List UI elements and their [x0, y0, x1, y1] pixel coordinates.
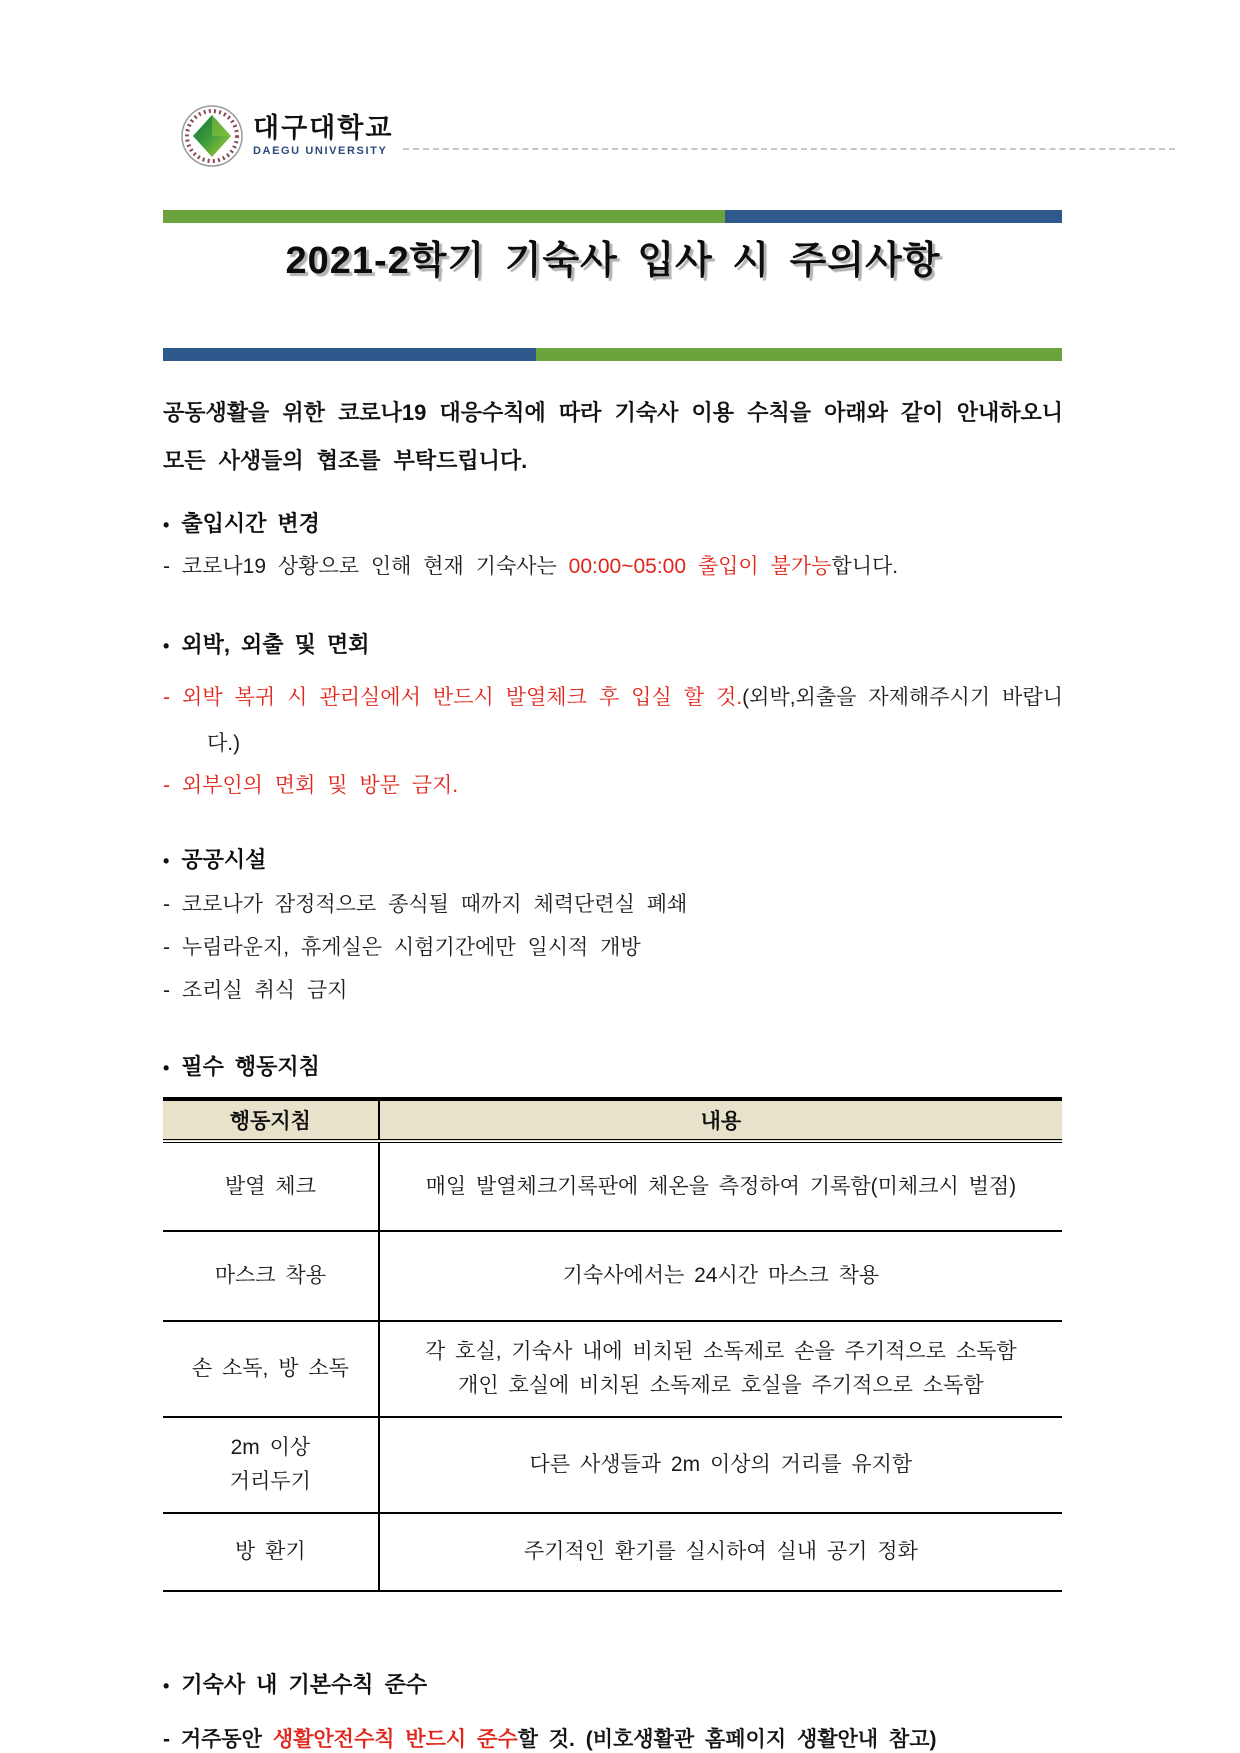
- guideline-cell: 손 소독, 방 소독: [163, 1321, 379, 1417]
- basic-rules-item: [163, 1723, 1063, 1753]
- guidelines-table: [163, 1097, 1062, 1592]
- university-seal-icon: [180, 104, 244, 168]
- accent-bar-bottom-green: [536, 348, 1062, 361]
- facility-rule-2: - 누림라운지, 휴게실은 시험기간에만 일시적 개방: [163, 936, 641, 959]
- section-heading-label: 외박, 외출 및 면회: [181, 632, 370, 657]
- page-title: 2021-2학기 기숙사 입사 시 주의사항: [285, 240, 941, 282]
- content-cell: 다른 사생들과 2m 이상의 거리를 유지함: [379, 1417, 1062, 1513]
- section-heading-outing: [163, 628, 1063, 659]
- section-heading-public-facilities: [163, 843, 1063, 874]
- guideline-cell: 발열 체크: [163, 1141, 379, 1231]
- accent-bar-top: [163, 210, 1062, 223]
- section-heading-label: 기숙사 내 기본수칙 준수: [181, 1672, 428, 1697]
- accent-bar-bottom: [163, 348, 1062, 361]
- bullet-icon: •: [163, 1058, 170, 1078]
- intro-paragraph: 공동생활을 위한 코로나19 대응수칙에 따라 기숙사 이용 수칙을 아래와 같이 안내하오니 모든 사생들의 협조를 부탁드립니다.: [163, 400, 1063, 473]
- facility-rule-1: - 코로나가 잠정적으로 종식될 때까지 체력단련실 폐쇄: [163, 893, 688, 916]
- section-heading-label: 공공시설: [181, 847, 267, 872]
- section-heading-entry-time: [163, 507, 1063, 538]
- rule-text: - 코로나19 상황으로 인해 현재 기숙사는: [163, 555, 569, 578]
- guideline-cell: 방 환기: [163, 1513, 379, 1591]
- rule-highlight-red: 생활안전수칙 반드시 준수: [272, 1728, 518, 1751]
- content-cell: 매일 발열체크기록판에 체온을 측정하여 기록함(미체크시 벌점): [425, 1174, 1017, 1198]
- bullet-icon: •: [163, 636, 170, 656]
- logo-text: [253, 115, 393, 157]
- section-heading-basic-rules: [163, 1668, 1063, 1699]
- table-row: [163, 1417, 1062, 1513]
- section-heading-label: 필수 행동지침: [181, 1054, 320, 1079]
- university-name-en: DAEGU UNIVERSITY: [253, 145, 388, 157]
- table-row: [163, 1141, 1062, 1231]
- rule-text-suffix: 합니다.: [831, 555, 899, 578]
- rule-text: - 거주동안: [163, 1728, 273, 1751]
- outing-rule-2: - 외부인의 면회 및 방문 금지.: [163, 774, 459, 797]
- content-line-2: 개인 호실에 비치된 소독제로 호실을 주기적으로 소독함: [458, 1374, 984, 1397]
- rule-highlight-red: 00:00~05:00 출입이 불가능: [568, 555, 832, 578]
- guideline-line-1: 2m 이상: [230, 1436, 311, 1459]
- entry-time-rule: [163, 552, 1063, 582]
- accent-bar-bottom-blue: [163, 348, 536, 361]
- table-row: [163, 1231, 1062, 1321]
- document-body: [0, 210, 1240, 1753]
- facility-rule-3: - 조리실 취식 금지: [163, 979, 348, 1002]
- accent-bar-top-blue: [725, 210, 1062, 223]
- header-dashed-divider: [403, 148, 1175, 150]
- table-row: [163, 1513, 1062, 1591]
- rule-highlight-red: - 외박 복귀 시 관리실에서 반드시 발열체크 후 입실 할 것.: [163, 686, 743, 709]
- bullet-icon: •: [163, 1676, 170, 1696]
- university-name-kr: 대구대학교: [253, 113, 394, 143]
- bullet-icon: •: [163, 515, 170, 535]
- outing-rule-1: [163, 675, 1063, 767]
- table-header-row: [163, 1099, 1062, 1141]
- table-row: [163, 1321, 1062, 1417]
- guideline-cell: [163, 1417, 379, 1513]
- rule-text-suffix: 할 것. (비호생활관 홈페이지 생활안내 참고): [517, 1728, 937, 1751]
- section-heading-required-guidelines: [163, 1050, 1063, 1081]
- content-cell: [379, 1321, 1062, 1417]
- rule-text: (외박,외출을 자제해주시기 바랍니다.): [207, 686, 1063, 755]
- column-header-guideline: 행동지침: [163, 1099, 379, 1141]
- content-cell: 주기적인 환기를 실시하여 실내 공기 정화: [379, 1513, 1062, 1591]
- section-heading-label: 출입시간 변경: [181, 511, 320, 536]
- header: [0, 0, 1240, 170]
- bullet-icon: •: [163, 851, 170, 871]
- column-header-content: 내용: [379, 1099, 1062, 1141]
- guideline-cell: 마스크 착용: [163, 1231, 379, 1321]
- content-cell: 기숙사에서는 24시간 마스크 착용: [379, 1231, 1062, 1321]
- content-line-1: 각 호실, 기숙사 내에 비치된 소독제로 손을 주기적으로 소독함: [425, 1340, 1017, 1363]
- accent-bar-top-green: [163, 210, 725, 223]
- guideline-line-2: 거리두기: [229, 1470, 311, 1493]
